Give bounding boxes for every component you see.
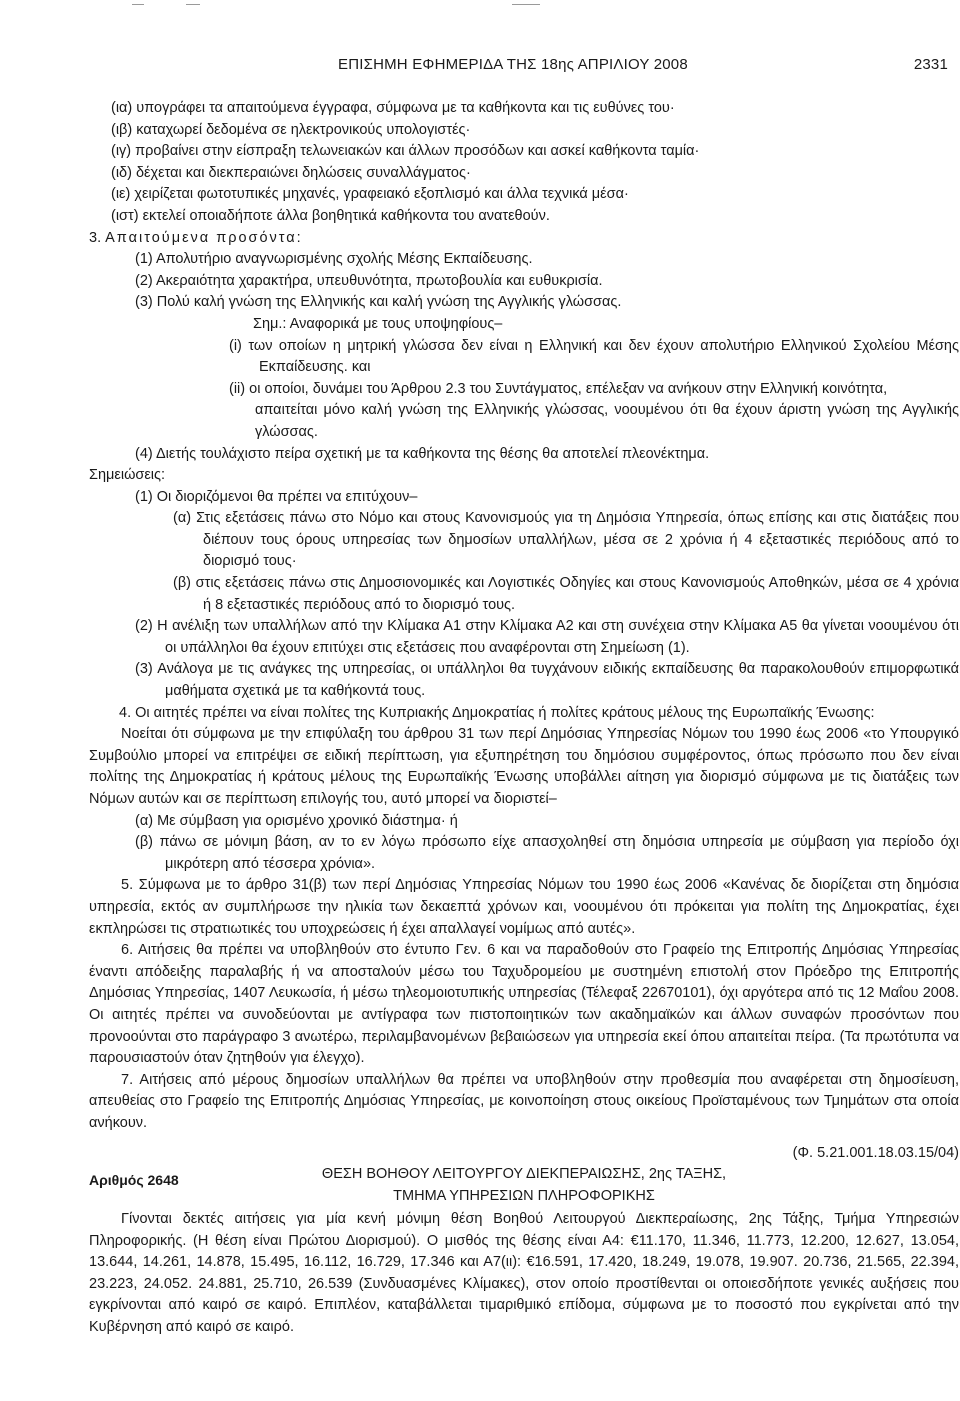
- list-item: (ιγ) προβαίνει στην είσπραξη τελωνειακών και άλλων προσόδων και ασκεί καθήκοντα ταμία·: [111, 143, 700, 160]
- paragraph-4-proviso: Νοείται ότι σύμφωνα με την επιφύλαξη του άρθρου 31 των περί Δημόσιας Υπηρεσίας Νόμων του 1990 έως 2006 «το Υπουργικό Συμβούλιο μπορεί να επιτρέψει σε ειδική περίπτωση, για εξυπηρέτηση του δημόσιου συμφέροντος, όπως πρόσωπο που δεν είναι πολίτης της Δημοκρατίας ή κράτους μέλους της Ευρωπαϊκής Ένωσης υποβάλλει αίτηση για διορισμό σύμφωνα με τις διατάξεις των Νόμων αυτών και σε περίπτωση επιλογής του, αυτό μπορεί να διοριστεί–: [89, 726, 959, 807]
- notice-number: Αριθμός 2648: [89, 1172, 179, 1189]
- notice-title-line-2: ΤΜΗΜΑ ΥΠΗΡΕΣΙΩΝ ΠΛΗΡΟΦΟΡΙΚΗΣ: [393, 1187, 655, 1204]
- paragraph-4: 4. Οι αιτητές πρέπει να είναι πολίτες της Κυπριακής Δημοκρατίας ή πολίτες κράτους μέλους της Ευρωπαϊκής Ένωσης:: [119, 704, 875, 721]
- paragraph-7: 7. Αιτήσεις από μέρους δημοσίων υπαλλήλων θα πρέπει να υποβληθούν στην προθεσμία που αναφέρεται στη δημοσίευση, απευθείας στο Γραφείο της Επιτροπής Δημόσιας Υπηρεσίας, με κοινοποίηση στους οικείους Προϊσταμένους των Τμημάτων στα οποία ανήκουν.: [89, 1071, 959, 1131]
- paragraph-4-a: (α) Με σύμβαση για ορισμένο χρονικό διάστημα· ή: [135, 812, 458, 829]
- note-3: (3) Ανάλογα με τις ανάγκες της υπηρεσίας, οι υπάλληλοι θα τυγχάνουν ειδικής εκπαίδευσης θα παρακολουθούν επιμορφωτικά μαθήματα σχετικά με τα καθήκοντά τους.: [135, 661, 959, 700]
- notice-title: [89, 1164, 959, 1207]
- note-item-ii: (ii) οι οποίοι, δυνάμει του Άρθρου 2.3 του Συντάγματος, επέλεξαν να ανήκουν στην Ελληνική κοινότητα,: [229, 380, 888, 397]
- paragraph-5: 5. Σύμφωνα με το άρθρο 31(β) των περί Δημόσιας Υπηρεσίας Νόμων του 1990 έως 2006 «Κανένας δε διορίζεται στη δημόσια υπηρεσία, εκτός αν συμπλήρωσε την ηλικία των δεκαεπτά χρόνων και, νοουμένου ότι πρόκειται για πολίτη της Δημοκρατίας, έχει εκπληρώσει τις στρατιωτικές του υποχρεώσεις ή έχει απαλλαγεί νομίμως από αυτές».: [89, 877, 959, 937]
- gazette-title: ΕΠΙΣΗΜΗ ΕΦΗΜΕΡΙΔΑ ΤΗΣ 18ης ΑΠΡΙΛΙΟΥ 2008: [338, 56, 688, 73]
- list-item: (ιε) χειρίζεται φωτοτυπικές μηχανές, γραφειακό εξοπλισμό και άλλα τεχνικά μέσα·: [111, 186, 629, 203]
- paragraph-4-b: (β) πάνω σε μόνιμη βάση, αν το εν λόγω πρόσωπο είχε απασχοληθεί στη δημόσια υπηρεσία με σύμβαση για περίοδο όχι μικρότερη από τέσσερα χρόνια».: [135, 834, 959, 872]
- list-item: (2) Ακεραιότητα χαρακτήρα, υπευθυνότητα, πρωτοβουλία και ευθυκρισία.: [135, 272, 603, 289]
- note-2: (2) Η ανέλιξη των υπαλλήλων από την Κλίμακα Α1 στην Κλίμακα Α2 και στη συνέχεια στην Κλίμακα Α5 θα γίνεται νοουμένου ότι οι υπάλληλοι θα έχουν επιτύχει στις εξετάσεις που αναφέρονται στη Σημείωση (1).: [135, 618, 959, 656]
- note-requirement: απαιτείται μόνο καλή γνώση της Ελληνικής γλώσσας, νοουμένου ότι θα έχουν άριστη γνώση της Αγγλικής γλώσσας.: [255, 402, 959, 440]
- scan-edge-marks: [0, 0, 960, 10]
- note-1-a: (α) Στις εξετάσεις πάνω στο Νόμο και στους Κανονισμούς για τη Δημόσια Υπηρεσία, όπως επίσης και στις διατάξεις που διέπουν τους όρους υπηρεσίας των δημοσίων υπαλλήλων, μέσα σε 2 χρόνια ή 4 εξεταστικές περιόδους από το διορισμό τους·: [173, 510, 959, 570]
- notice-2648-header: [89, 1164, 959, 1207]
- page-number: 2331: [913, 56, 948, 73]
- note-item-i: (i) των οποίων η μητρική γλώσσα δεν είναι η Ελληνική και δεν έχουν απολυτήριο Ελληνικού Σχολείου Μέσης Εκπαίδευσης. και: [229, 337, 959, 376]
- list-item: (ιδ) δέχεται και διεκπεραιώνει δηλώσεις συναλλάγματος·: [111, 164, 471, 181]
- section-title: Απαιτούμενα προσόντα:: [105, 229, 303, 246]
- notes-heading: Σημειώσεις:: [89, 467, 166, 484]
- page-content: [89, 98, 959, 1339]
- section-3-heading: [89, 228, 959, 250]
- list-item: (1) Απολυτήριο αναγνωρισμένης σχολής Μέσης Εκπαίδευσης.: [135, 251, 533, 268]
- file-reference: (Φ. 5.21.001.18.03.15/04): [792, 1144, 959, 1161]
- duties-list: [89, 98, 959, 228]
- section-number: 3.: [89, 229, 102, 246]
- list-item: (ια) υπογράφει τα απαιτούμενα έγγραφα, σύμφωνα με τα καθήκοντα και τις ευθύνες του·: [111, 100, 675, 116]
- list-item: (3) Πολύ καλή γνώση της Ελληνικής και καλή γνώση της Αγγλικής γλώσσας.: [135, 294, 622, 311]
- list-item: (ιβ) καταχωρεί δεδομένα σε ηλεκτρονικούς υπολογιστές·: [111, 121, 471, 138]
- notice-title-line-1: ΘΕΣΗ ΒΟΗΘΟΥ ΛΕΙΤΟΥΡΓΟΥ ΔΙΕΚΠΕΡΑΙΩΣΗΣ, 2ης ΤΑΞΗΣ,: [321, 1166, 727, 1183]
- note-intro: Σημ.: Αναφορικά με τους υποψηφίους–: [253, 315, 503, 332]
- qualification-item-4: (4) Διετής τουλάχιστο πείρα σχετική με τα καθήκοντα της θέσης θα αποτελεί πλεονέκτημα.: [135, 445, 710, 462]
- note-1-intro: (1) Οι διοριζόμενοι θα πρέπει να επιτύχουν–: [135, 488, 418, 505]
- note-1-b: (β) στις εξετάσεις πάνω στις Δημοσιονομικές και Λογιστικές Οδηγίες και στους Κανονισμούς Αποθηκών, μέσα σε 4 χρόνια ή 8 εξεταστικές περιόδους από το διορισμό τους.: [173, 575, 959, 613]
- page-header: [0, 56, 960, 78]
- list-item: (ιστ) εκτελεί οποιαδήποτε άλλα βοηθητικά καθήκοντα του ανατεθούν.: [111, 207, 550, 224]
- paragraph-6: 6. Αιτήσεις θα πρέπει να υποβληθούν στο έντυπο Γεν. 6 και να παραδοθούν στο Γραφείο της Επιτροπής Δημόσιας Υπηρεσίας έναντι απόδειξης παραλαβής ή να αποσταλούν μέσω του Ταχυδρομείου με συστημένη επιστολή στον Πρόεδρο της Επιτροπής Δημόσιας Υπηρεσίας, 1407 Λευκωσία, ή μέσω τηλεομοιοτυπικής υπηρεσίας (Τέλεφαξ 22670101), όχι αργότερα από τις 12 Μαΐου 2008. Οι αιτητές πρέπει να συνοδεύονται με αντίγραφα των πιστοποιητικών των ακαδημαϊκών και άλλων συναφών προσόντων που προνοούνται στο παράγραφο 3 ανωτέρω, περιλαμβανομένων βεβαιώσεων για υπηρεσία εκεί όπου απαιτείται πείρα. (Τα πρωτότυπα να παρουσιαστούν όταν ζητηθούν για έλεγχο).: [89, 942, 959, 1067]
- notice-2648-body: Γίνονται δεκτές αιτήσεις για μία κενή μόνιμη θέση Βοηθού Λειτουργού Διεκπεραίωσης, 2ης Τάξης, Τμήμα Υπηρεσιών Πληροφορικής. (Η θέση είναι Πρώτου Διορισμού). Ο μισθός της θέσης είναι Α4: €11.170, 11.346, 11.773, 12.200, 12.627, 13.054, 13.644, 14.261, 14.878, 15.495, 16.112, 16.729, 17.346 και Α7(ιι): €16.591, 17.420, 18.249, 19.078, 19.907. 20.736, 21.565, 22.394, 23.223, 24.052. 24.881, 25.710, 26.539 (Συνδυασμένες Κλίμακες), στον οποίο προστίθενται οι οποιεσδήποτε γενικές αυξήσεις που εγκρίνονται από καιρό σε καιρό. Επιπλέον, καταβάλλεται τιμαριθμικό επίδομα, σύμφωνα με το ποσοστό που εγκρίνεται από την Κυβέρνηση από καιρό σε καιρό.: [89, 1211, 959, 1336]
- qualifications-list: [89, 249, 959, 314]
